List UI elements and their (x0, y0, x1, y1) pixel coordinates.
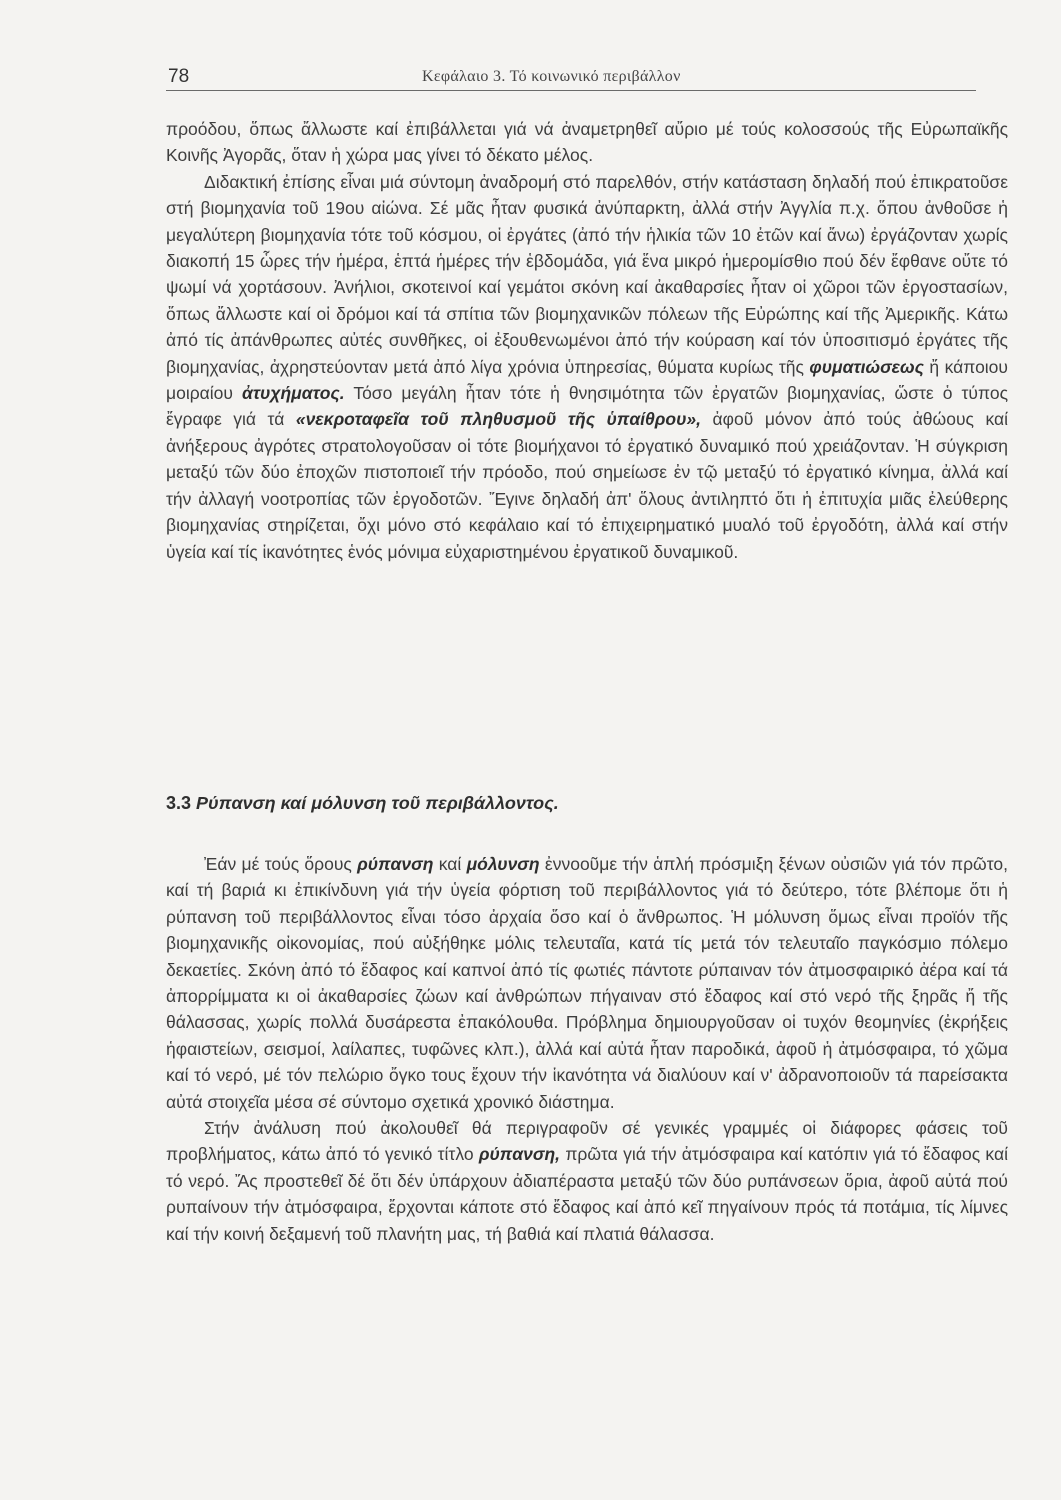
term-molynsi: μόλυνση (466, 854, 540, 874)
section-number: 3.3 (166, 793, 192, 813)
paragraph-4-text-b: πρῶτα γιά τήν ἀτμόσφαιρα καί κατόπιν γιά τό ἔδαφος καί τό νερό. Ἄς προστεθεῖ δέ ὅτι δέν ὑπάρχουν ἀδιαπέραστα μεταξύ τῶν δύο ρυπάνσεων ὅρια, ἀφοῦ αὐτά πού ρυπαίνουν τήν ἀτμόσφαιρα, ἔρχονται κάποτε στό ἔδαφος καί ἀπό κεῖ πηγαίνουν πρός τά ποτάμια, τίς λίμνες καί τήν κοινή δεξαμενή τοῦ πλανήτη μας, τή βαθιά καί πλατιά θάλασσα. (166, 1144, 1008, 1244)
paragraph-3-text-a: Ἐάν μέ τούς ὅρους (204, 854, 352, 874)
term-phymatioseos: φυματιώσεως (809, 356, 924, 377)
paragraph-4-text-a: Στήν ἀνάλυση πού ἀκολουθεῖ θά περιγραφοῦν σέ γενικές γραμμές οἱ διάφορες φάσεις τοῦ προβλήματος, κάτω ἀπό τό γενικό τίτλο (166, 1118, 1008, 1165)
paragraph-3 (166, 851, 1008, 1115)
body-text-top (166, 116, 1008, 565)
term-rypansi: ρύπανση (357, 854, 434, 874)
term-atychimatos: ἀτυχήματος. (242, 383, 345, 404)
running-head: Κεφάλαιο 3. Τό κοινωνικό περιβάλλον (422, 68, 681, 85)
paragraph-2-text-a: Διδακτική ἐπίσης εἶναι μιά σύντομη ἀναδρομή στό παρελθόν, στήν κατάσταση δηλαδή πού ἐπικρατοῦσε στή βιομηχανία τοῦ 19ου αἰώνα. Σέ μᾶς ἦταν φυσικά ἀνύπαρκτη, ἀλλά στήν Ἀγγλία π.χ. ὅπου ἀνθοῦσε ἡ μεγαλύτερη βιομηχανία τότε τοῦ κόσμου, οἱ ἐργάτες (ἀπό τήν ἡλικία τῶν 10 ἐτῶν καί ἄνω) ἐργάζονταν χωρίς διακοπή 15 ὧρες τήν ἡμέρα, ἑπτά ἡμέρες τήν ἑβδομάδα, γιά ἕνα μικρό ἡμερομίσθιο πού δέν ἔφθανε οὔτε τό ψωμί νά χορτάσουν. Ἀνήλιοι, σκοτεινοί καί γεμάτοι σκόνη καί ἀκαθαρσίες ἦταν οἱ χῶροι τῶν ἐργοστασίων, ὅπως ἄλλωστε καί οἱ δρόμοι καί τά σπίτια τῶν βιομηχανικῶν πόλεων τῆς Εὐρώπης καί τῆς Ἀμερικῆς. Κάτω ἀπό τίς ἀπάνθρωπες αὐτές συνθῆκες, οἱ ἐξουθενωμένοι ἀπό τήν κούραση καί τόν ὑποσιτισμό ἐργάτες τῆς βιομηχανίας, ἀχρηστεύονταν μετά ἀπό λίγα χρόνια ὑπηρεσίας, θύματα κυρίως τῆς (166, 171, 1008, 377)
page-number: 78 (168, 66, 190, 87)
section-title: Ρύπανση καί μόλυνση τοῦ περιβάλλοντος. (196, 793, 559, 813)
paragraph-2 (166, 169, 1008, 565)
body-text-bottom (166, 851, 1008, 1247)
paragraph-3-text-c: ἐννοοῦμε τήν ἁπλή πρόσμιξη ξένων οὐσιῶν γιά τόν πρῶτο, καί τή βαριά κι ἐπικίνδυνη γιά τήν ὑγεία φόρτιση τοῦ περιβάλλοντος γιά τό δεύτερο, τότε βλέπομε ὅτι ἡ ρύπανση τοῦ περιβάλλοντος εἶναι τόσο ἀρχαία ὅσο καί ὁ ἄνθρωπος. Ἡ μόλυνση ὅμως εἶναι προϊόν τῆς βιομηχανικῆς οἰκονομίας, πού αὐξήθηκε μόλις τελευταῖα, κατά τίς μετά τόν τελευταῖο παγκόσμιο πόλεμο δεκαετίες. Σκόνη ἀπό τό ἔδαφος καί καπνοί ἀπό τίς φωτιές πάντοτε ρύπαιναν τόν ἀτμοσφαιρικό ἀέρα καί τά ἀπορρίμματα κι οἱ ἀκαθαρσίες ζώων καί ἀνθρώπων πήγαιναν στό ἔδαφος καί στό νερό τῆς ξηρᾶς ἤ τῆς θάλασσας, χωρίς πολλά δυσάρεστα ἐπακόλουθα. Πρόβλημα δημιουργοῦσαν οἱ τυχόν θεομηνίες (ἐκρήξεις ἡφαιστείων, σεισμοί, λαίλαπες, τυφῶνες κλπ.), ἀλλά καί αὐτά ἦταν παροδικά, ἀφοῦ ἡ ἀτμόσφαιρα, τό χῶμα καί τό νερό, μέ τόν πελώριο ὄγκο τους ἔχουν τήν ἱκανότητα νά διαλύουν καί ν' ἀδρανοποιοῦν τά παρείσακτα αὐτά στοιχεῖα μέσα σέ σύντομο σχετικά χρονικό διάστημα. (166, 854, 1008, 1112)
page-header (166, 66, 976, 91)
paragraph-2-text-b: ἤ κάποιου μοιραίου (166, 356, 1008, 404)
paragraph-2-text-c: Τόσο μεγάλη ἦταν τότε ἡ θνησιμότητα τῶν ἐργατῶν βιομηχανίας, ὥστε ὁ τύπος ἔγραφε γιά τά (166, 383, 1008, 430)
paragraph-4 (166, 1115, 1008, 1247)
term-nekrotafeia: «νεκροταφεῖα τοῦ πληθυσμοῦ τῆς ὑπαίθρου», (295, 409, 702, 430)
paragraph-3-text-b: καί (438, 854, 462, 874)
term-rypansi-2: ρύπανση, (478, 1144, 561, 1165)
paragraph-1: προόδου, ὅπως ἄλλωστε καί ἐπιβάλλεται γιά νά ἀναμετρηθεῖ αὔριο μέ τούς κολοσσούς τῆς Εὐρωπαϊκῆς Κοινῆς Ἀγορᾶς, ὅταν ἡ χώρα μας γίνει τό δέκατο μέλος. (166, 119, 1008, 166)
paragraph-2-text-d: ἀφοῦ μόνον ἀπό τούς ἀθώους καί ἀνήξερους ἀγρότες στρατολογοῦσαν οἱ τότε βιομήχανοι τό ἐργατικό δυναμικό πού χρειάζονταν. Ἡ σύγκριση μεταξύ τῶν δύο ἐποχῶν πιστοποιεῖ τήν πρόοδο, πού σημείωσε ἐν τῷ μεταξύ τό ἐργατικό κίνημα, ἀλλά καί τήν ἀλλαγή νοοτροπίας τῶν ἐργοδοτῶν. Ἔγινε δηλαδή ἀπ' ὅλους ἀντιληπτό ὅτι ἡ ἐπιτυχία μιᾶς ἐλεύθερης βιομηχανίας στηρίζεται, ὄχι μόνο στό κεφάλαιο καί τό ἐπιχειρηματικό μυαλό τοῦ ἐργοδότη, ἀλλά καί στήν ὑγεία καί τίς ἱκανότητες ἑνός μόνιμα εὐχαριστημένου ἐργατικοῦ δυναμικοῦ. (166, 409, 1008, 562)
section-heading (166, 793, 559, 814)
